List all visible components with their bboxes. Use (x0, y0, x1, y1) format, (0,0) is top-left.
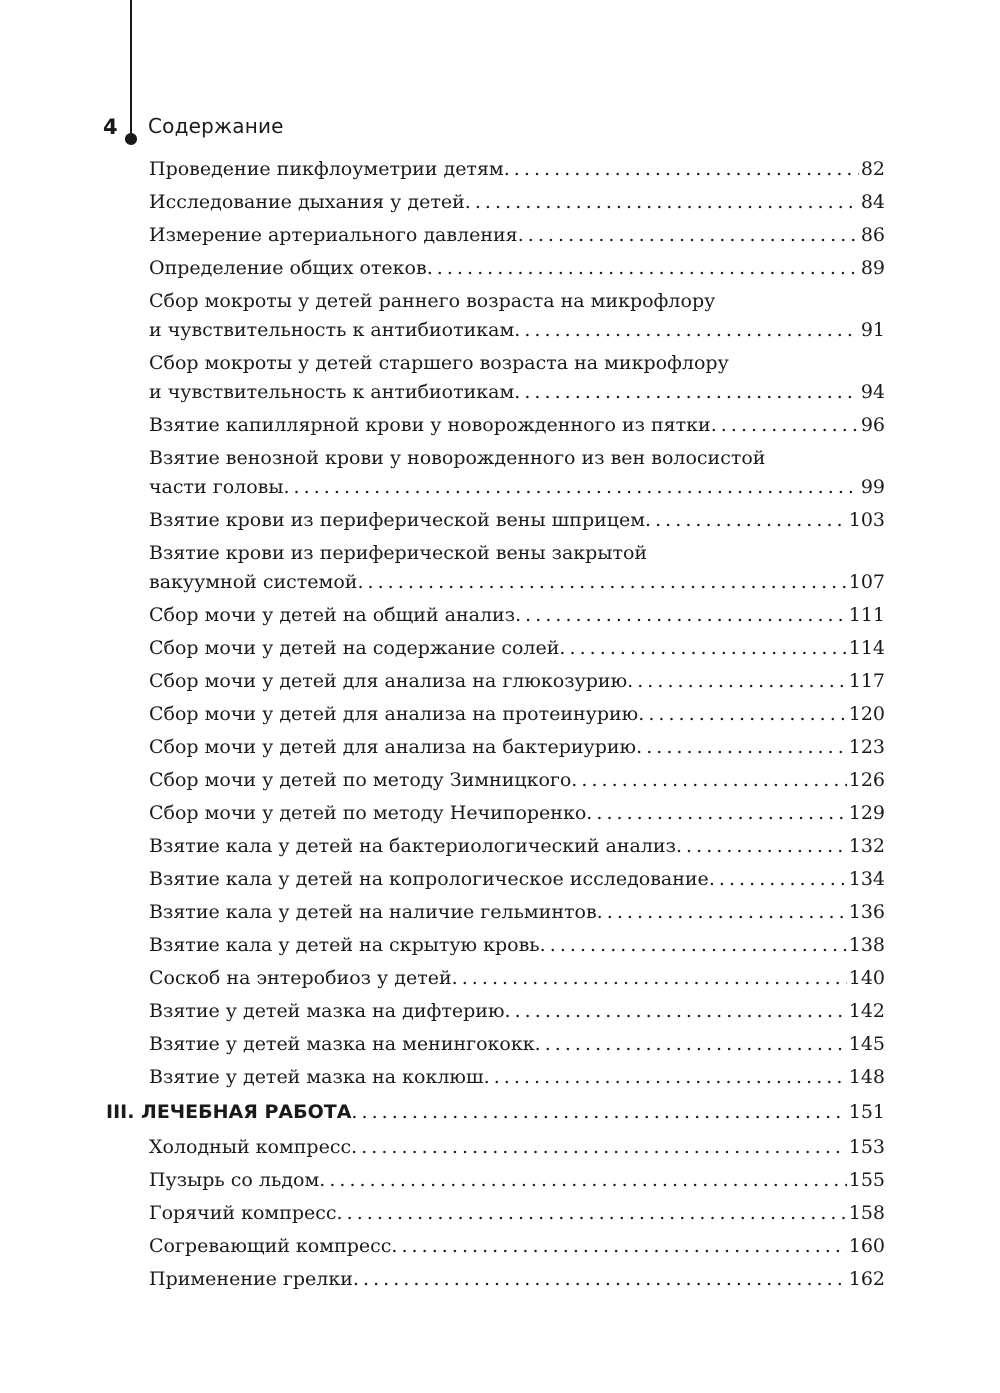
entry-title: Сбор мочи у детей по методу Зимницкого (149, 769, 572, 791)
entry-page: 103 (848, 509, 885, 531)
table-of-contents (0, 155, 1000, 1298)
entry-title: Взятие крови из периферической вены шприцем (149, 509, 646, 531)
entry-title: Соскоб на энтеробиоз у детей (149, 967, 452, 989)
entry-title: Сбор мочи у детей по методу Нечипоренко (149, 802, 587, 824)
dot-leader (571, 766, 846, 795)
entry-title: Измерение артериального давления (149, 224, 518, 246)
dot-leader (505, 997, 847, 1026)
dot-leader (504, 155, 859, 184)
dot-leader (465, 188, 859, 217)
dot-leader (627, 667, 847, 696)
entry-page: 107 (848, 571, 885, 593)
entry-page: 162 (848, 1268, 885, 1290)
entry-page: 84 (860, 191, 885, 213)
toc-entry[interactable] (149, 667, 885, 696)
dot-leader (645, 506, 847, 535)
toc-entry[interactable] (149, 1063, 885, 1092)
dot-leader (484, 1063, 847, 1092)
entry-page: 114 (848, 637, 885, 659)
dot-leader (597, 898, 847, 927)
dot-leader (353, 1265, 847, 1294)
entry-page: 134 (848, 868, 885, 890)
dot-leader (337, 1199, 847, 1228)
section-title: III. ЛЕЧЕБНАЯ РАБОТА (106, 1101, 352, 1123)
toc-entry[interactable] (149, 506, 885, 535)
toc-section-heading[interactable] (106, 1098, 885, 1127)
entry-page: 129 (848, 802, 885, 824)
entry-title: Сбор мочи у детей на содержание солей (149, 637, 560, 659)
toc-entry[interactable] (149, 832, 885, 861)
entry-title-line1: Взятие крови из периферической вены закрытой (149, 542, 648, 564)
entry-title: Проведение пикфлоуметрии детям (149, 158, 504, 180)
toc-entry[interactable] (149, 766, 885, 795)
header-vertical-rule (130, 0, 132, 136)
dot-leader (357, 568, 846, 597)
entry-title: Сбор мочи у детей для анализа на протеинурию (149, 703, 639, 725)
toc-entry[interactable] (149, 444, 885, 502)
entry-title-line1: Сбор мокроты у детей старшего возраста на микрофлору (149, 352, 729, 374)
entry-page: 148 (848, 1066, 885, 1088)
toc-entry[interactable] (149, 254, 885, 283)
entry-title: части головы (149, 476, 284, 498)
entry-title-line1: Сбор мокроты у детей раннего возраста на микрофлору (149, 290, 716, 312)
toc-entry[interactable] (149, 221, 885, 250)
entry-page: 140 (848, 967, 885, 989)
entry-title: Взятие кала у детей на наличие гельминтов (149, 901, 597, 923)
dot-leader (515, 601, 847, 630)
entry-page: 153 (848, 1136, 885, 1158)
entry-title: Согревающий компресс (149, 1235, 392, 1257)
entry-page: 111 (848, 604, 885, 626)
dot-leader (452, 964, 847, 993)
entry-title: Определение общих отеков (149, 257, 427, 279)
dot-leader (676, 832, 847, 861)
toc-entry[interactable] (149, 865, 885, 894)
dot-leader (709, 865, 847, 894)
dot-leader (559, 634, 846, 663)
toc-entry[interactable] (149, 155, 885, 184)
entry-title: Сбор мочи у детей для анализа на бактериурию (149, 736, 637, 758)
entry-page: 136 (848, 901, 885, 923)
toc-entry[interactable] (149, 997, 885, 1026)
entry-page: 89 (860, 257, 885, 279)
entry-title: Взятие у детей мазка на коклюш (149, 1066, 484, 1088)
entry-page: 132 (848, 835, 885, 857)
entry-page: 138 (848, 934, 885, 956)
section-page: 151 (848, 1101, 885, 1123)
entry-title: Сбор мочи у детей для анализа на глюкозурию (149, 670, 628, 692)
toc-entry[interactable] (149, 1166, 885, 1195)
toc-entry[interactable] (149, 898, 885, 927)
entry-page: 126 (848, 769, 885, 791)
entry-page: 160 (848, 1235, 885, 1257)
entry-page: 82 (860, 158, 885, 180)
dot-leader (586, 799, 846, 828)
entry-page: 123 (848, 736, 885, 758)
entry-page: 145 (848, 1033, 885, 1055)
entry-page: 158 (848, 1202, 885, 1224)
dot-leader (540, 931, 847, 960)
toc-entry[interactable] (149, 931, 885, 960)
toc-entry[interactable] (149, 964, 885, 993)
toc-entry[interactable] (149, 411, 885, 440)
toc-entry[interactable] (149, 634, 885, 663)
dot-leader (535, 1030, 847, 1059)
entry-title: вакуумной системой (149, 571, 358, 593)
dot-leader (514, 378, 859, 407)
entry-title: Горячий компресс (149, 1202, 337, 1224)
toc-entry[interactable] (149, 349, 885, 407)
running-title: Содержание (148, 114, 284, 138)
toc-entry[interactable] (149, 1232, 885, 1261)
header-rule-dot (125, 133, 137, 145)
entry-title: Взятие у детей мазка на дифтерию (149, 1000, 505, 1022)
dot-leader (351, 1133, 847, 1162)
entry-title: Холодный компресс (149, 1136, 352, 1158)
dot-leader (351, 1098, 846, 1127)
entry-page: 91 (860, 319, 885, 341)
toc-entries-before (0, 155, 1000, 1092)
toc-entry[interactable] (149, 1133, 885, 1162)
toc-entry[interactable] (149, 287, 885, 345)
dot-leader (319, 1166, 847, 1195)
dot-leader (391, 1232, 846, 1261)
dot-leader (518, 221, 859, 250)
entry-page: 96 (860, 414, 885, 436)
entry-title: Взятие у детей мазка на менингококк (149, 1033, 535, 1055)
toc-entry[interactable] (149, 1030, 885, 1059)
dot-leader (514, 316, 859, 345)
page-number: 4 (103, 115, 118, 139)
entry-title: Взятие кала у детей на бактериологический анализ (149, 835, 676, 857)
entry-title: Взятие кала у детей на скрытую кровь (149, 934, 540, 956)
entry-title: Взятие кала у детей на копрологическое исследование (149, 868, 709, 890)
entry-page: 86 (860, 224, 885, 246)
entry-page: 155 (848, 1169, 885, 1191)
toc-entries-after (0, 1133, 1000, 1294)
toc-entry[interactable] (149, 733, 885, 762)
toc-entry[interactable] (149, 700, 885, 729)
entry-page: 120 (848, 703, 885, 725)
dot-leader (283, 473, 858, 502)
entry-page: 99 (860, 476, 885, 498)
toc-entry[interactable] (149, 1265, 885, 1294)
dot-leader (427, 254, 859, 283)
dot-leader (638, 700, 847, 729)
entry-title: Сбор мочи у детей на общий анализ (149, 604, 516, 626)
dot-leader (636, 733, 847, 762)
entry-title: Пузырь со льдом (149, 1169, 320, 1191)
dot-leader (711, 411, 859, 440)
toc-entry[interactable] (149, 539, 885, 597)
entry-page: 117 (848, 670, 885, 692)
entry-title-line1: Взятие венозной крови у новорожденного из вен волосистой (149, 447, 766, 469)
entry-title: и чувствительность к антибиотикам (149, 319, 515, 341)
toc-entry[interactable] (149, 799, 885, 828)
entry-page: 94 (860, 381, 885, 403)
entry-title: Взятие капиллярной крови у новорожденного из пятки (149, 414, 711, 436)
entry-title: Исследование дыхания у детей (149, 191, 465, 213)
toc-entry[interactable] (149, 601, 885, 630)
entry-title: и чувствительность к антибиотикам (149, 381, 515, 403)
toc-entry[interactable] (149, 188, 885, 217)
toc-entry[interactable] (149, 1199, 885, 1228)
entry-title: Применение грелки (149, 1268, 353, 1290)
entry-page: 142 (848, 1000, 885, 1022)
